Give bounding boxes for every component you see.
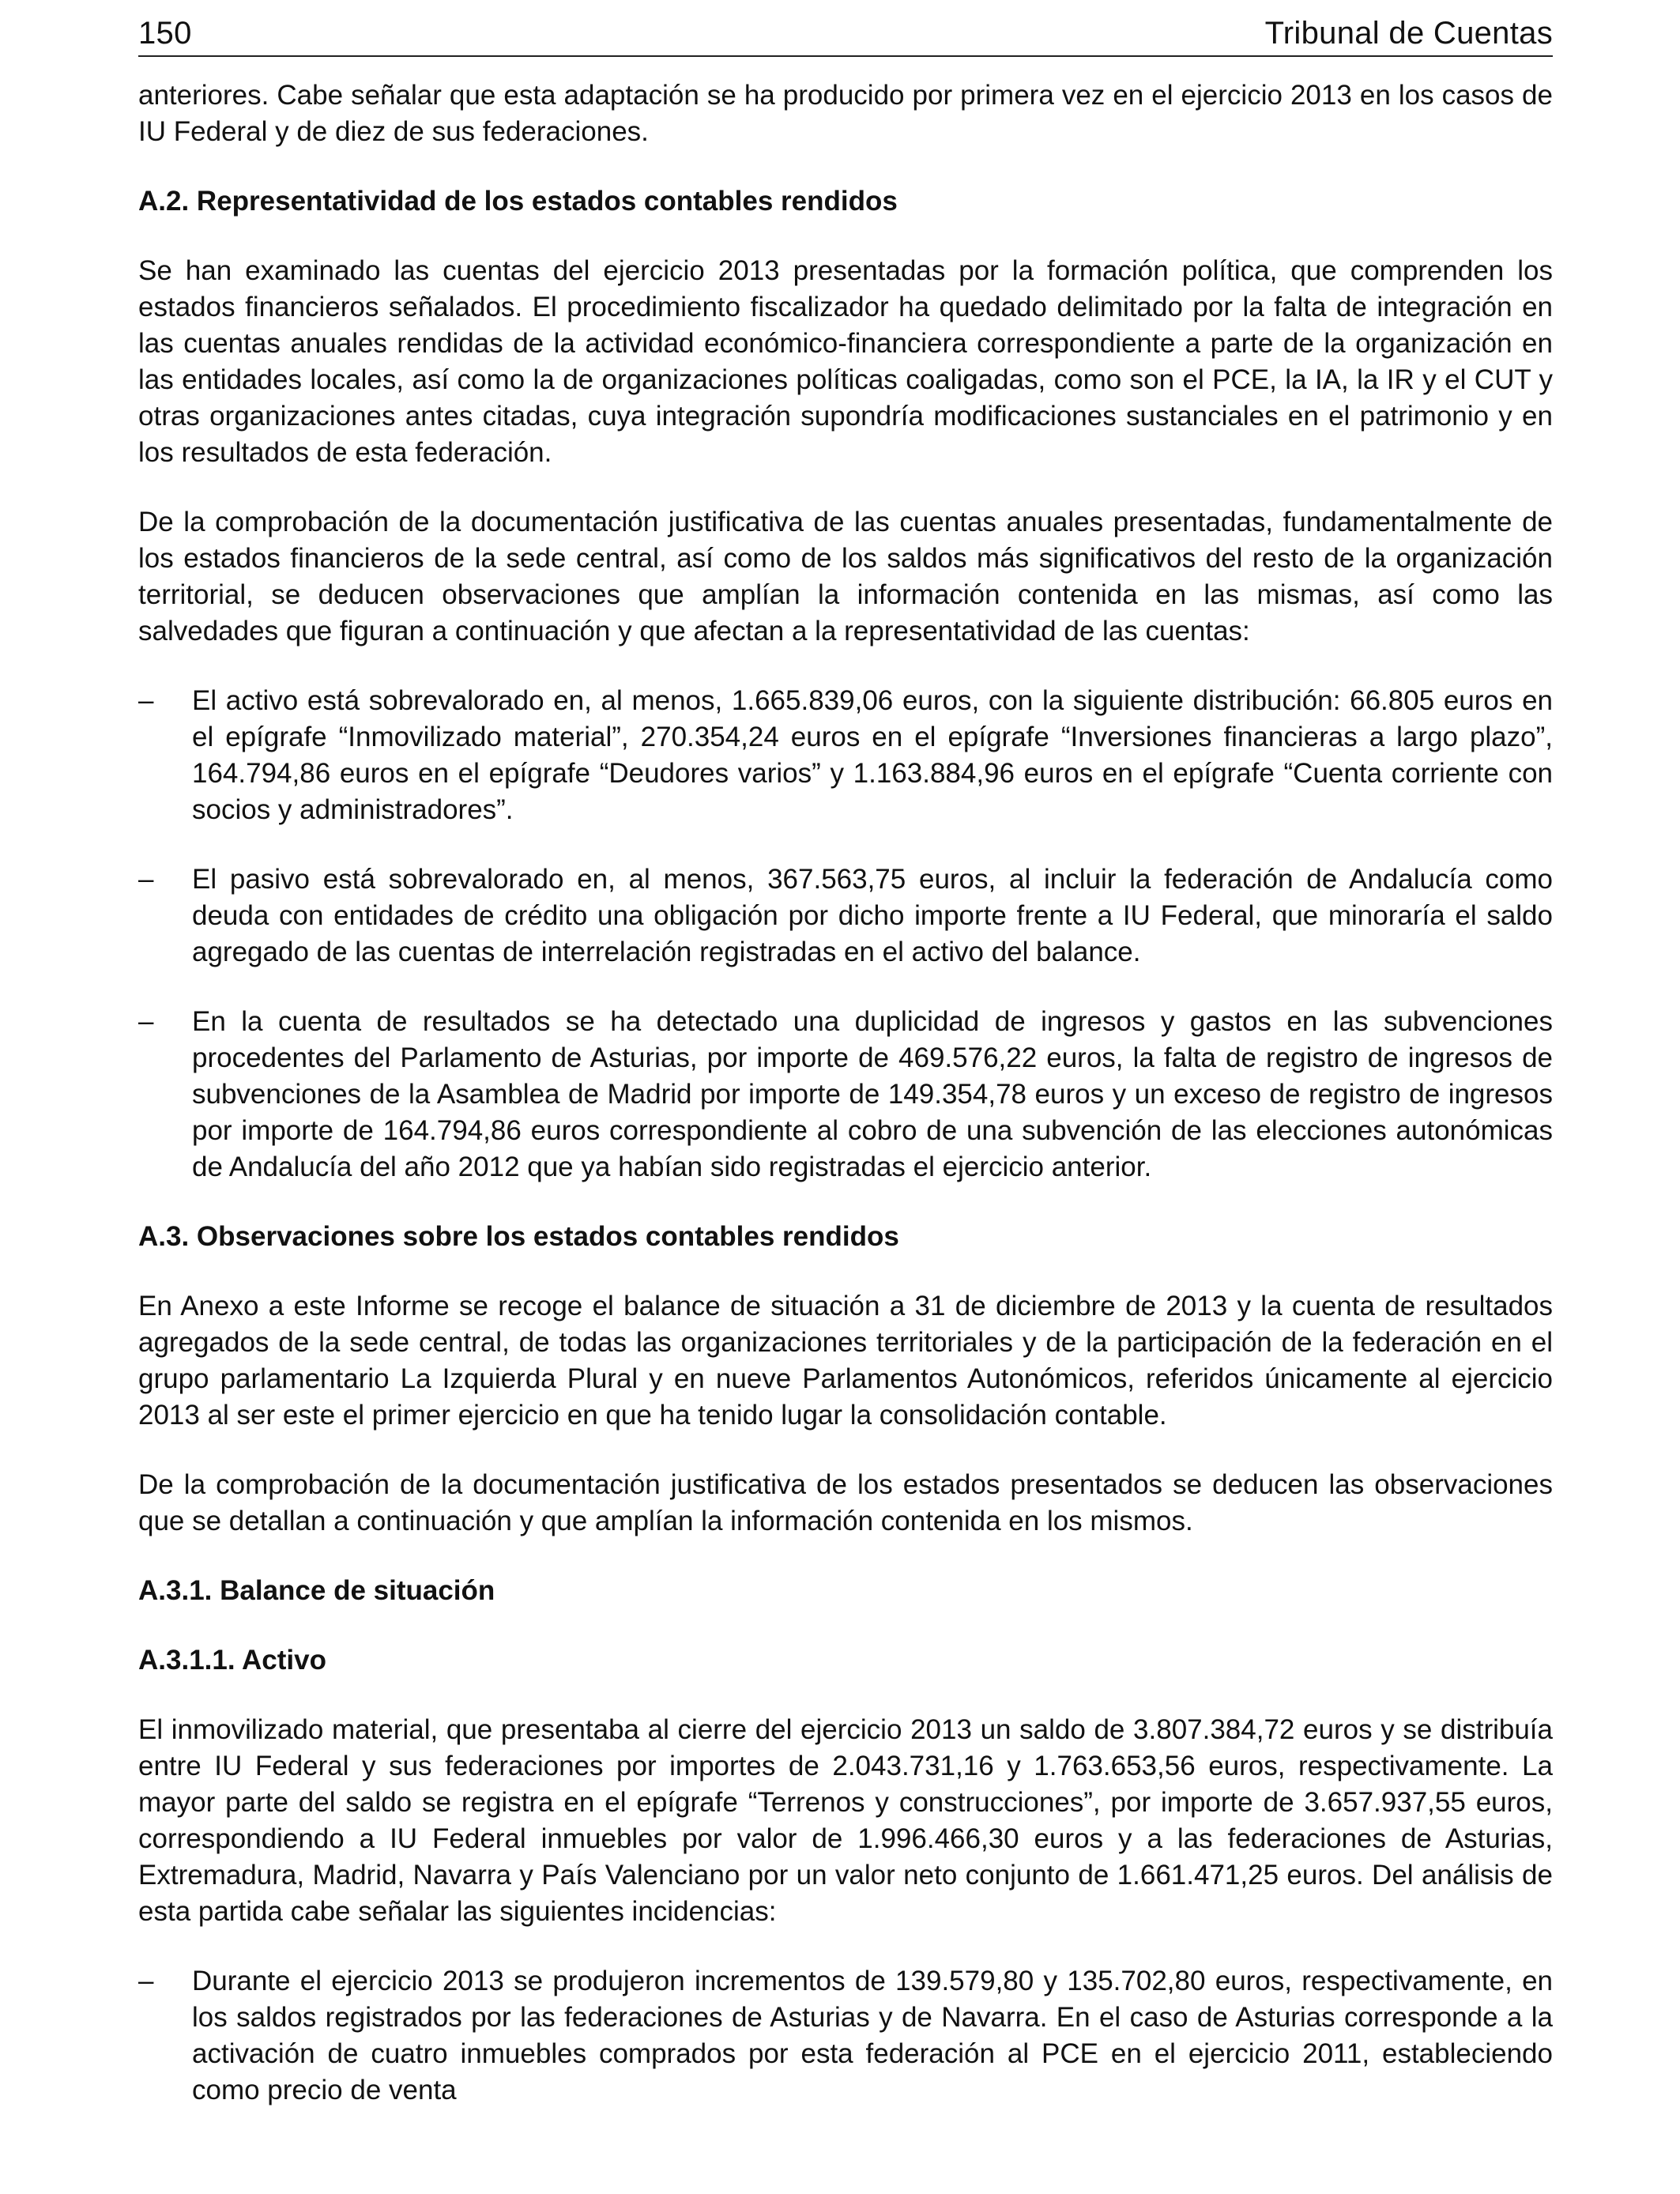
section-a2-paragraph-2: De la comprobación de la documentación justificativa de las cuentas anuales presentadas, fundamentalmente de los estados financieros de la sede central, así como de los saldos más significativos del resto de la organización territorial, se deducen observaciones que amplían la información contenida en las mismas, así como las salvedades que figuran a continuación y que afectan a la representatividad de las cuentas: [138, 507, 1553, 647]
dash-bullet: – [138, 1966, 154, 1996]
intro-paragraph: anteriores. Cabe señalar que esta adaptación se ha producido por primera vez en el ejercicio 2013 en los casos de IU Federal y de diez de sus federaciones. [138, 80, 1553, 147]
list-item-text: El pasivo está sobrevalorado en, al menos, 367.563,75 euros, al incluir la federación de Andalucía como deuda con entidades de crédito una obligación por dicho importe frente a IU Federal, que minoraría el saldo agregado de las cuentas de interrelación registradas en el activo del balance. [192, 864, 1553, 967]
page-header [138, 14, 1553, 57]
section-a3-paragraph-2: De la comprobación de la documentación justificativa de los estados presentados se deducen las observaciones que se detallan a continuación y que amplían la información contenida en los mismos. [138, 1469, 1553, 1536]
dash-bullet: – [138, 1006, 154, 1037]
list-item [138, 1004, 1553, 1186]
list-item [138, 861, 1553, 971]
section-a311-list [138, 1963, 1553, 2109]
page-content [138, 77, 1553, 2109]
list-item-text: El activo está sobrevalorado en, al menos, 1.665.839,06 euros, con la siguiente distribución: 66.805 euros en el epígrafe “Inmovilizado material”, 270.354,24 euros en el epígrafe “Inversiones financieras a largo plazo”, 164.794,86 euros en el epígrafe “Deudores varios” y 1.163.884,96 euros en el epígrafe “Cuenta corriente con socios y administradores”. [192, 685, 1553, 825]
list-item-text: Durante el ejercicio 2013 se produjeron incrementos de 139.579,80 y 135.702,80 euros, respectivamente, en los saldos registrados por las federaciones de Asturias y de Navarra. En el caso de Asturias corresponde a la activación de cuatro inmuebles comprados por esta federación al PCE en el ejercicio 2011, estableciendo como precio de venta [192, 1966, 1553, 2105]
list-item-text: En la cuenta de resultados se ha detectado una duplicidad de ingresos y gastos en las subvenciones procedentes del Parlamento de Asturias, por importe de 469.576,22 euros, la falta de registro de ingresos de subvenciones de la Asamblea de Madrid por importe de 149.354,78 euros y un exceso de registro de ingresos por importe de 164.794,86 euros correspondiente al cobro de una subvención de las elecciones autonómicas de Andalucía del año 2012 que ya habían sido registradas el ejercicio anterior. [192, 1006, 1553, 1182]
dash-bullet: – [138, 685, 154, 716]
page-number: 150 [138, 16, 192, 51]
dash-bullet: – [138, 864, 154, 895]
section-a3-heading: A.3. Observaciones sobre los estados contables rendidos [138, 1221, 899, 1252]
section-a2-heading: A.2. Representatividad de los estados contables rendidos [138, 186, 898, 217]
section-a31-heading: A.3.1. Balance de situación [138, 1575, 495, 1606]
section-a311-heading: A.3.1.1. Activo [138, 1645, 326, 1676]
header-title: Tribunal de Cuentas [1264, 16, 1553, 51]
document-page [138, 14, 1553, 2142]
section-a2-paragraph-1: Se han examinado las cuentas del ejercicio 2013 presentadas por la formación política, que comprenden los estados financieros señalados. El procedimiento fiscalizador ha quedado delimitado por la falta de integración en las cuentas anuales rendidas de la actividad económico-financiera correspondiente a parte de la organización en las entidades locales, así como la de organizaciones políticas coaligadas, como son el PCE, la IA, la IR y el CUT y otras organizaciones antes citadas, cuya integración supondría modificaciones sustanciales en el patrimonio y en los resultados de esta federación. [138, 255, 1553, 468]
section-a3-paragraph-1: En Anexo a este Informe se recoge el balance de situación a 31 de diciembre de 2013 y la cuenta de resultados agregados de la sede central, de todas las organizaciones territoriales y de la participación de la federación en el grupo parlamentario La Izquierda Plural y en nueve Parlamentos Autonómicos, referidos únicamente al ejercicio 2013 al ser este el primer ejercicio en que ha tenido lugar la consolidación contable. [138, 1291, 1553, 1431]
list-item [138, 683, 1553, 828]
section-a311-paragraph-1: El inmovilizado material, que presentaba al cierre del ejercicio 2013 un saldo de 3.807.384,72 euros y se distribuía entre IU Federal y sus federaciones por importes de 2.043.731,16 y 1.763.653,56 euros, respectivamente. La mayor parte del saldo se registra en el epígrafe “Terrenos y construcciones”, por importe de 3.657.937,55 euros, correspondiendo a IU Federal inmuebles por valor de 1.996.466,30 euros y a las federaciones de Asturias, Extremadura, Madrid, Navarra y País Valenciano por un valor neto conjunto de 1.661.471,25 euros. Del análisis de esta partida cabe señalar las siguientes incidencias: [138, 1714, 1553, 1927]
section-a2-list [138, 683, 1553, 1186]
list-item [138, 1963, 1553, 2109]
